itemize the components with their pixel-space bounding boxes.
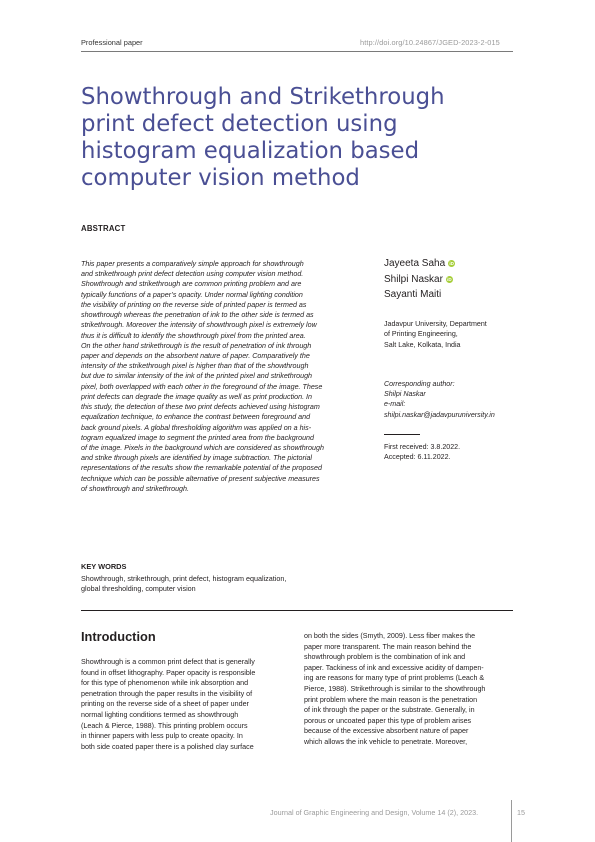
abstract-heading: ABSTRACT xyxy=(81,224,126,233)
text-line: for this type of phenomenon while ink absorption and xyxy=(81,679,249,688)
text-line: on both the sides (Smyth, 2009). Less fiber makes the xyxy=(304,632,476,640)
text-line: which allows the ink vehicle to penetrate. Moreover, xyxy=(304,737,468,746)
header-divider xyxy=(81,51,513,52)
affiliation-line: of Printing Engineering, xyxy=(384,330,458,339)
text-line: Showthrough is a common print defect that is generally xyxy=(81,658,255,666)
text-line: (Leach & Pierce, 1988). This printing problem occurs xyxy=(81,721,248,730)
email-label: e-mail: xyxy=(384,400,406,409)
text-line: back ground pixels. A global thresholding algorithm was applied on a his- xyxy=(81,423,312,432)
page-number: 15 xyxy=(517,808,525,817)
title-line: computer vision method xyxy=(81,165,360,191)
keywords-line: Showthrough, strikethrough, print defect, histogram equalization, xyxy=(81,574,287,583)
text-line: This paper presents a comparatively simple approach for showthrough xyxy=(81,260,304,268)
keywords-heading: KEY WORDS xyxy=(81,562,127,571)
keywords-body xyxy=(81,574,341,594)
author-name: Jayeeta Saha iD xyxy=(384,258,454,269)
date-received: First received: 3.8.2022. xyxy=(384,443,461,451)
text-line: paper. Tackiness of ink and excessive acidity of dampen- xyxy=(304,663,484,672)
text-line: print defects can degrade the image quality as well as print production. In xyxy=(81,392,313,401)
keywords-line: global thresholding, computer vision xyxy=(81,584,196,594)
text-line: representations of the results show the remarkable potential of the proposed xyxy=(81,464,322,473)
text-line: because of the excessive absorbent nature of paper xyxy=(304,727,469,736)
text-line: both side coated paper there is a polished clay surface xyxy=(81,742,254,751)
text-line: Pierce, 1988). Strikethrough is similar to the showthrough xyxy=(304,684,486,693)
author-name: Shilpi Naskar iD xyxy=(384,273,452,285)
text-line: paper more transparent. The main reason behind the xyxy=(304,642,472,651)
footer-journal: Journal of Graphic Engineering and Design, Volume 14 (2), 2023. xyxy=(270,808,479,817)
text-line: in thinner papers with less pulp to create opacity. In xyxy=(81,732,243,741)
email-link[interactable]: shilpi.naskar@jadavpuruniversity.in xyxy=(384,410,495,419)
footer-divider xyxy=(511,800,512,842)
text-line: typically functions of a paper’s opacity. Under normal lighting condition xyxy=(81,290,303,299)
text-line: strikethrough. Moreover the intensity of showthrough pixel is extremely low xyxy=(81,321,317,330)
text-line: found in offset lithography. Paper opacity is responsible xyxy=(81,668,256,677)
date-accepted: Accepted: 6.11.2022. xyxy=(384,453,451,462)
introduction-heading: Introduction xyxy=(81,629,156,644)
correspondence-name: Shilpi Naskar xyxy=(384,390,426,399)
text-line: porous or uncoated paper this type of problem arises xyxy=(304,716,472,725)
affiliation xyxy=(384,319,487,350)
author-list xyxy=(384,256,455,303)
text-line: print problem where the main reason is the penetration xyxy=(304,695,478,704)
introduction-column-left xyxy=(81,657,296,752)
text-line: showthrough whereas the penetration of ink to the other side is termed as xyxy=(81,311,314,320)
text-line: this study, the detection of these two print defects achieved using histogram xyxy=(81,403,320,412)
affiliation-line: Salt Lake, Kolkata, India xyxy=(384,340,461,349)
correspondence xyxy=(384,379,495,420)
text-line: of showthrough and strikethrough. xyxy=(81,484,189,493)
header-doi-link[interactable]: http://doi.org/10.24867/JGED-2023-2-015 xyxy=(360,38,500,47)
correspondence-divider xyxy=(384,434,420,435)
title-line: print defect detection using xyxy=(81,111,398,137)
text-line: and strike through pixels are identified by image subtraction. The pictorial xyxy=(81,454,313,463)
author-name: Sayanti Maiti xyxy=(384,289,442,300)
text-line: printing on the reverse side of a sheet of paper under xyxy=(81,700,249,709)
orcid-icon[interactable]: iD xyxy=(449,261,454,266)
text-line: showthrough problem is the combination of ink and xyxy=(304,653,466,662)
text-line: but due to similar intensity of the ink of the printed pixel and strikethrough xyxy=(81,372,313,381)
text-line: the visibility of printing on the reverse side of printed paper is termed as xyxy=(81,300,307,309)
orcid-icon[interactable]: iD xyxy=(447,276,452,282)
text-line: of ink through the paper or the substrate. Generally, in xyxy=(304,706,475,715)
text-line: thus it is difficult to identify the showthrough pixel from the printed area. xyxy=(81,331,306,340)
introduction-column-right xyxy=(304,631,514,748)
text-line: technique which can be possible alternative of present subjective measures xyxy=(81,474,320,483)
dates xyxy=(384,442,460,463)
text-line: penetration through the paper results in the visibility of xyxy=(81,689,253,698)
abstract-body xyxy=(81,259,371,494)
correspondence-label: Corresponding author: xyxy=(384,380,455,388)
section-divider xyxy=(81,610,513,611)
text-line: paper and depends on the absorbent nature of paper. Comparatively the xyxy=(81,351,310,360)
paper-title xyxy=(81,84,461,192)
text-line: and strikethrough print defect detection using computer vision method. xyxy=(81,270,304,279)
text-line: ing are reasons for many type of print problems (Leach & xyxy=(304,674,485,683)
affiliation-line: Jadavpur University, Department xyxy=(384,320,487,328)
title-line: Showthrough and Strikethrough xyxy=(81,84,445,110)
text-line: normal lighting conditions termed as showthrough xyxy=(81,710,239,719)
text-line: intensity of the strikethrough pixel is higher than that of the showthrough xyxy=(81,362,309,371)
header-section-label: Professional paper xyxy=(81,38,143,47)
text-line: On the other hand strikethrough is the result of penetration of ink through xyxy=(81,341,312,350)
text-line: of the image. Pixels in the background which are considered as showthrough xyxy=(81,443,324,452)
text-line: togram equalized image to segment the printed area from the background xyxy=(81,433,315,442)
text-line: Showthrough and strikethrough are common printing problem and are xyxy=(81,280,302,289)
text-line: equalization technique, to enhance the contrast between foreground and xyxy=(81,413,311,422)
text-line: pixel, both overlapped with each other in the foreground of the image. These xyxy=(81,382,323,391)
title-line: histogram equalization based xyxy=(81,138,420,164)
